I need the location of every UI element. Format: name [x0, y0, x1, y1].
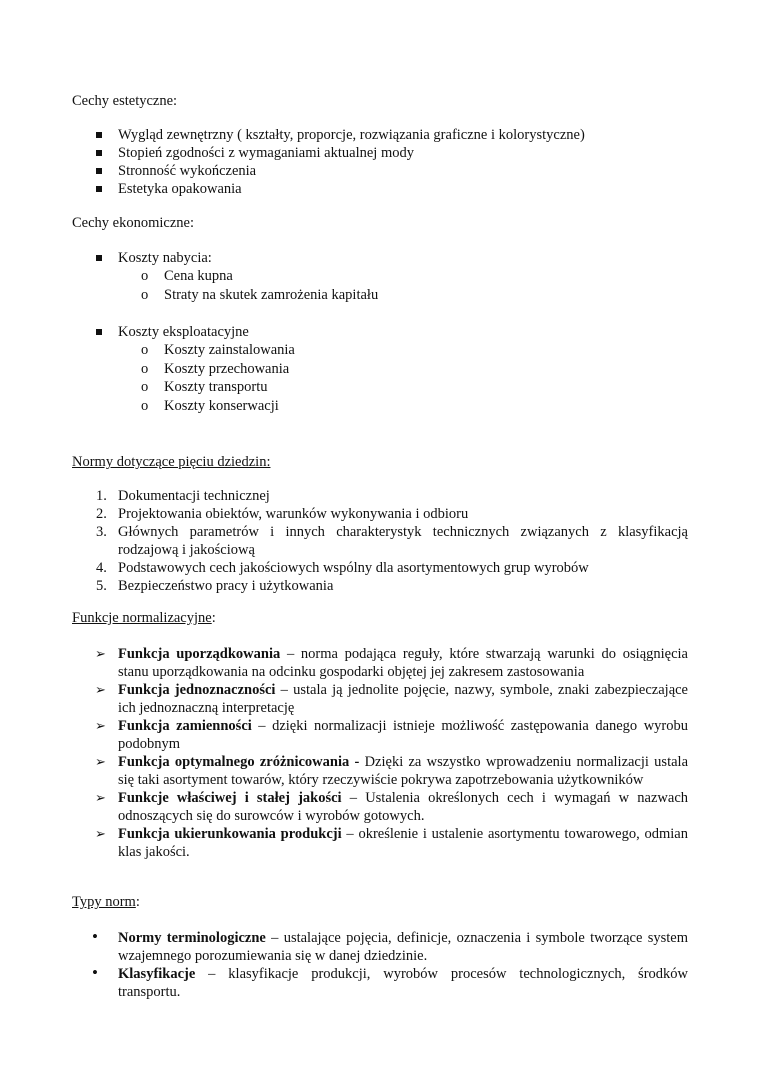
economic-group-acquisition: [0, 249, 760, 304]
functions-heading-colon: :: [211, 610, 216, 626]
list-item: Estetyka opakowania: [0, 180, 760, 198]
circle-bullet-icon: o: [141, 268, 149, 284]
list-number: 5.: [96, 578, 107, 594]
circle-bullet-icon: o: [141, 360, 149, 377]
dot-bullet-icon: •: [92, 963, 98, 982]
list-item: Wygląd zewnętrzny ( kształty, proporcje, rozwiązania graficzne i kolorystyczne): [0, 126, 760, 144]
sub-list-item: [0, 286, 760, 305]
economic-heading: Cechy ekonomiczne:: [72, 215, 194, 231]
term: Funkcja optymalnego zróżnicowania -: [118, 754, 360, 770]
types-heading-colon: :: [135, 894, 140, 910]
arrow-bullet-icon: ➢: [95, 826, 106, 841]
list-item: [0, 577, 760, 595]
list-item: [0, 681, 760, 717]
aesthetic-list: [0, 126, 760, 198]
term: Normy terminologiczne: [118, 930, 266, 946]
list-item: [0, 559, 760, 577]
list-item: [0, 789, 760, 825]
list-item: [0, 825, 760, 861]
list-item: [0, 645, 760, 681]
sub-list-item: [0, 378, 760, 397]
definition: – klasyfikacje produkcji, wyrobów procesów technologicznych, środków transportu.: [118, 966, 688, 1000]
functions-heading: [72, 609, 216, 627]
term: Klasyfikacje: [118, 966, 196, 982]
circle-bullet-icon: o: [141, 379, 149, 395]
list-item-text: Głównych parametrów i innych charakterystyk technicznych związanych z klasyfikacją rodzajową i jakościową: [118, 524, 688, 558]
arrow-bullet-icon: ➢: [95, 754, 106, 769]
term: Funkcje właściwej i stałej jakości: [118, 790, 342, 806]
list-item: Stopień zgodności z wymaganiami aktualnej mody: [0, 144, 760, 162]
term: Funkcja zamienności: [118, 718, 252, 734]
arrow-bullet-icon: ➢: [95, 790, 106, 805]
list-item: Koszty nabycia:: [0, 249, 760, 267]
circle-bullet-icon: o: [141, 342, 149, 358]
dot-bullet-icon: •: [92, 927, 98, 946]
sub-item-text: Koszty przechowania: [164, 360, 290, 377]
list-item: [0, 753, 760, 789]
types-heading: [72, 893, 140, 911]
term: Funkcja uporządkowania: [118, 646, 281, 662]
definition: – dzięki normalizacji istnieje możliwość zastępowania danego wyrobu podobnym: [118, 718, 688, 752]
list-number: 3.: [96, 524, 107, 540]
definition: – określenie i ustalenie asortymentu towarowego, odmian klas jakości.: [118, 826, 688, 860]
functions-list: [0, 645, 760, 861]
sub-item-text: Koszty zainstalowania: [164, 342, 295, 358]
sub-list-item: [0, 341, 760, 360]
list-item: Stronność wykończenia: [0, 162, 760, 180]
types-list: [0, 929, 760, 1001]
list-number: 1.: [96, 488, 107, 504]
arrow-bullet-icon: ➢: [95, 646, 106, 661]
arrow-bullet-icon: ➢: [95, 718, 106, 733]
sub-list-item: [0, 360, 760, 379]
circle-bullet-icon: o: [141, 397, 149, 414]
arrow-bullet-icon: ➢: [95, 682, 106, 697]
term: Funkcja ukierunkowania produkcji: [118, 826, 342, 842]
list-number: 2.: [96, 506, 107, 522]
circle-bullet-icon: o: [141, 286, 149, 303]
list-item: [0, 487, 760, 505]
list-item-text: Dokumentacji technicznej: [118, 488, 270, 504]
definition: – norma podająca reguły, które stwarzają warunki do osiągnięcia stanu uporządkowania na odcinku gospodarki objętej jej zakresem zastosowania: [118, 646, 688, 680]
list-item: [0, 965, 760, 1001]
list-item: [0, 717, 760, 753]
list-number: 4.: [96, 560, 107, 576]
aesthetic-heading: Cechy estetyczne:: [72, 93, 178, 109]
definition: – ustalające pojęcia, definicje, oznaczenia i symbole tworzące system wzajemnego porozumiewania się w danej dziedzinie.: [118, 930, 688, 964]
definition: Dzięki za wszystko wprowadzeniu normalizacji ustala się taki asortyment towarów, który rzeczywiście pokrywa zapotrzebowania użytkowników: [118, 754, 689, 788]
sub-item-text: Straty na skutek zamrożenia kapitału: [164, 286, 379, 303]
sub-item-text: Cena kupna: [164, 268, 233, 284]
definition: – ustala ją jednolite pojęcie, nazwy, symbole, znaki zabezpieczające ich jednoznaczną interpretację: [118, 682, 688, 716]
economic-group-operating: [0, 323, 760, 415]
types-heading-text: Typy norm: [72, 894, 136, 910]
list-item: [0, 929, 760, 965]
list-item: [0, 523, 760, 559]
norms-list: [0, 487, 760, 595]
list-item-text: Bezpieczeństwo pracy i użytkowania: [118, 578, 334, 594]
sub-item-text: Koszty konserwacji: [164, 397, 279, 414]
list-item: Koszty eksploatacyjne: [0, 323, 760, 341]
norms-heading: Normy dotyczące pięciu dziedzin:: [72, 454, 271, 470]
sub-item-text: Koszty transportu: [164, 379, 268, 395]
list-item: [0, 505, 760, 523]
sub-list-item: [0, 397, 760, 416]
list-item-text: Projektowania obiektów, warunków wykonywania i odbioru: [118, 506, 469, 522]
term: Funkcja jednoznaczności: [118, 682, 276, 698]
definition: – Ustalenia określonych cech i wymagań w nazwach odnoszących się do surowców i wyrobów gotowych.: [118, 790, 689, 824]
sub-list-item: [0, 267, 760, 286]
functions-heading-text: Funkcje normalizacyjne: [72, 610, 212, 626]
list-item-text: Podstawowych cech jakościowych wspólny dla asortymentowych grup wyrobów: [118, 560, 589, 576]
